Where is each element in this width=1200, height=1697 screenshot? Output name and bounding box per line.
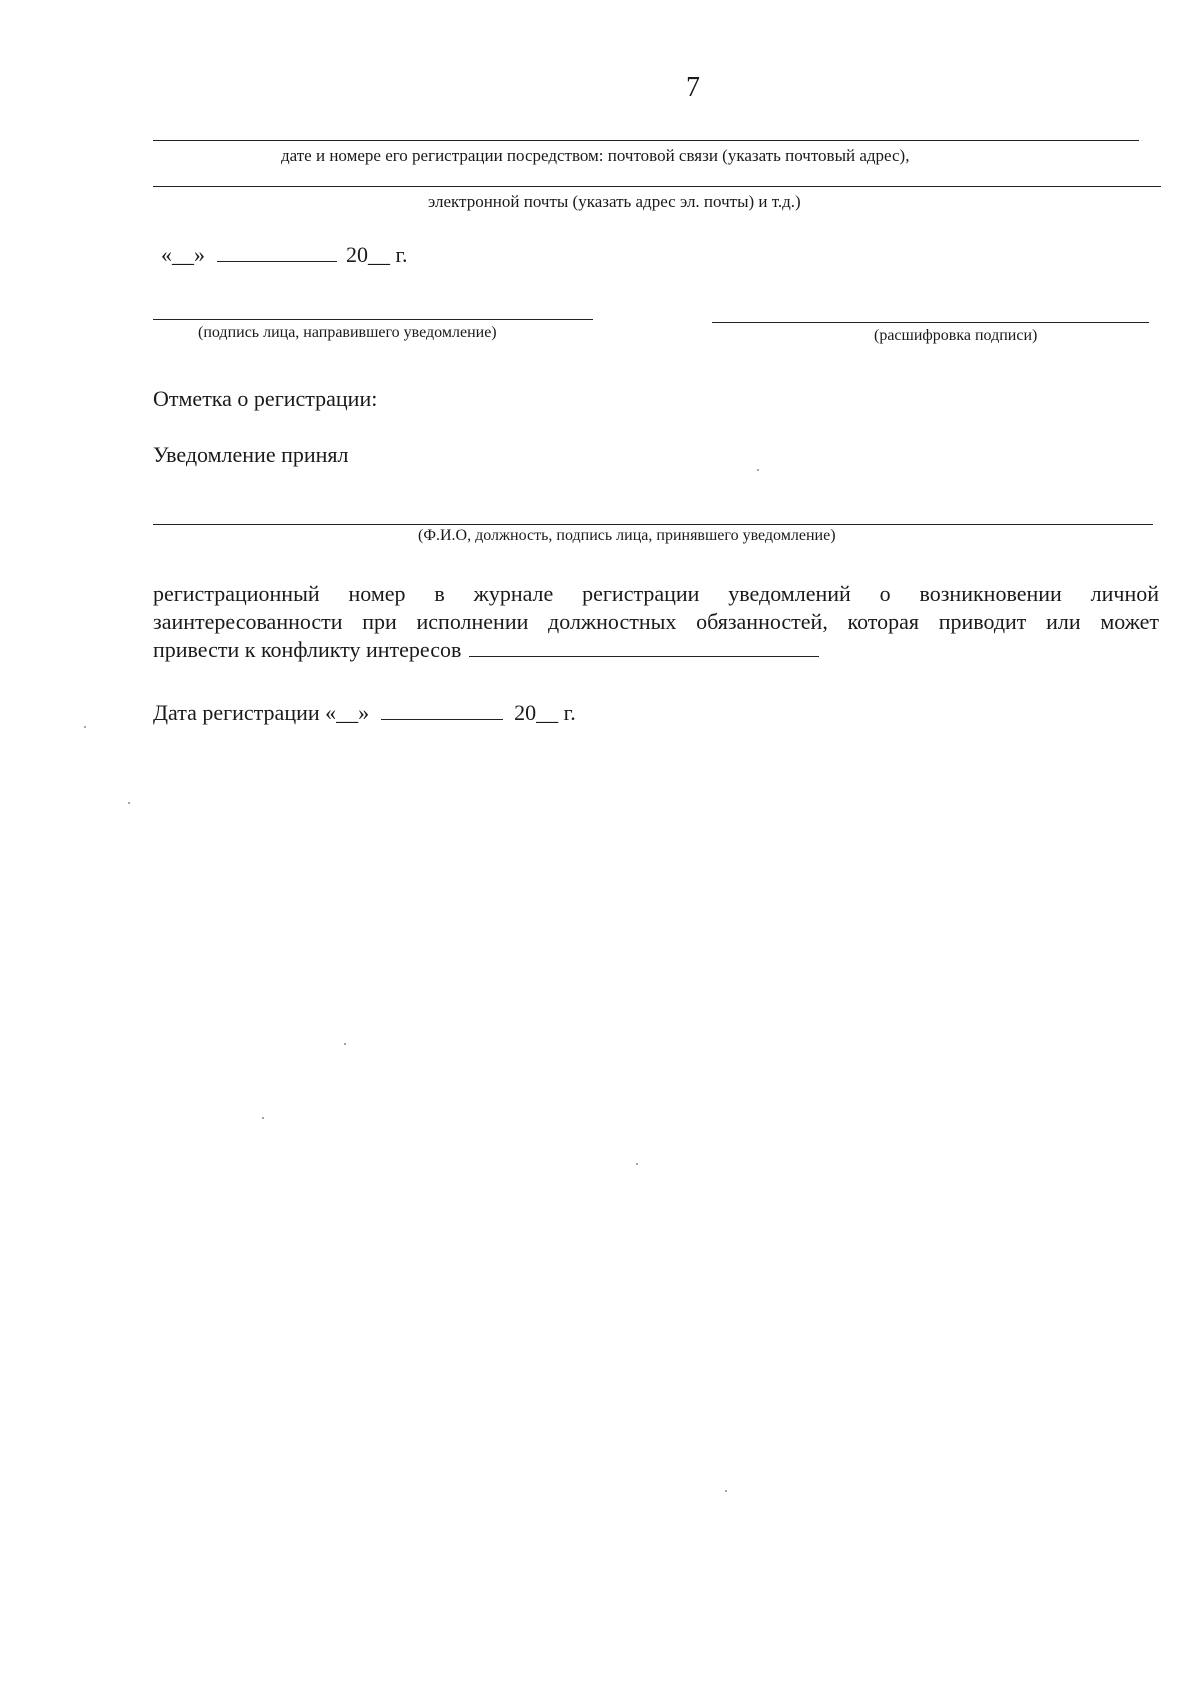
- scan-speck: [757, 469, 759, 471]
- paragraph-line-1: регистрационный номер в журнале регистрации уведомлений о возникновении личной: [153, 581, 1159, 606]
- scan-speck: [128, 802, 130, 804]
- registration-date-label: Дата регистрации «__»: [153, 700, 370, 725]
- scan-speck: [636, 1163, 638, 1165]
- accepted-label: Уведомление принял: [153, 442, 349, 467]
- top-rule-1: [153, 140, 1139, 141]
- registration-date-year: 20__ г.: [514, 700, 576, 725]
- paragraph-line-3-wrap: [153, 636, 1159, 664]
- scan-speck: [262, 1117, 264, 1119]
- top-rule-2: [153, 186, 1161, 187]
- registration-mark-label: Отметка о регистрации:: [153, 386, 378, 411]
- accepted-caption: (Ф.И.О, должность, подпись лица, принявшего уведомление): [418, 527, 836, 544]
- caption-registration-method: дате и номере его регистрации посредством: почтовой связи (указать почтовый адрес),: [281, 146, 910, 165]
- date-line: [161, 242, 408, 268]
- scan-speck: [84, 726, 86, 728]
- registration-date-line: [153, 700, 576, 726]
- scan-speck: [344, 1043, 346, 1045]
- date-day-quote: «__»: [161, 242, 205, 267]
- registration-month-blank[interactable]: [381, 701, 503, 720]
- signature-right-caption: (расшифровка подписи): [874, 327, 1038, 344]
- date-year: 20__ г.: [346, 242, 408, 267]
- page-number: 7: [686, 72, 700, 103]
- scan-speck: [725, 1490, 727, 1492]
- caption-email: электронной почты (указать адрес эл. почты) и т.д.): [428, 192, 801, 211]
- paragraph-line-2: заинтересованности при исполнении должностных обязанностей, которая приводит или может: [153, 609, 1159, 634]
- signature-left-caption: (подпись лица, направившего уведомление): [198, 324, 497, 341]
- signature-line-left[interactable]: [153, 319, 593, 320]
- date-month-blank[interactable]: [217, 243, 337, 262]
- registration-paragraph: [153, 580, 1159, 664]
- signature-line-right[interactable]: [712, 322, 1149, 323]
- paragraph-line-3: привести к конфликту интересов: [153, 637, 462, 662]
- registration-number-blank[interactable]: [469, 638, 819, 657]
- accepted-signature-line[interactable]: [153, 524, 1153, 525]
